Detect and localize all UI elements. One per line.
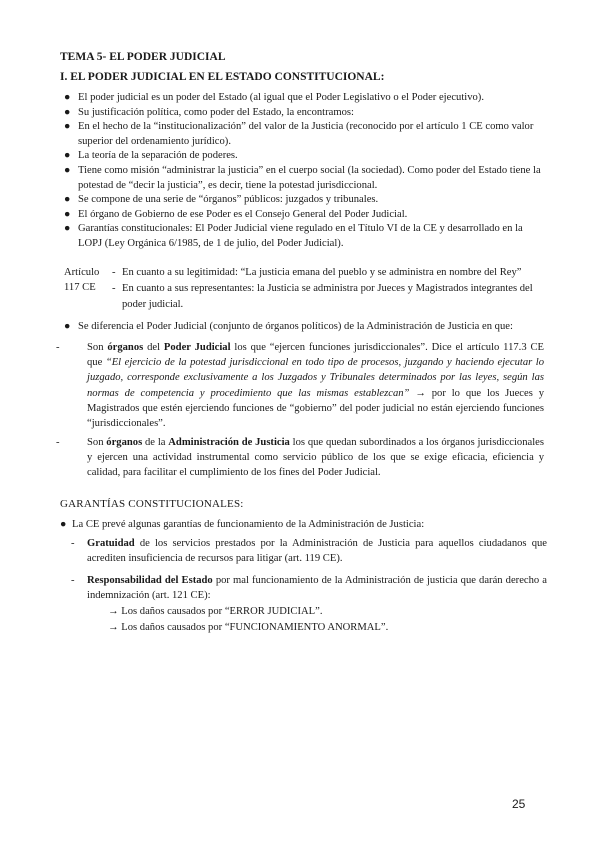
page-title: TEMA 5- EL PODER JUDICIAL <box>60 51 226 63</box>
bullet-list <box>64 91 548 252</box>
list-item: ● Su justificación política, como poder del Estado, la encontramos: <box>64 106 548 121</box>
bullet-icon: ● <box>60 519 67 530</box>
dash-icon: - <box>71 575 75 586</box>
list-item: → Los daños causados por “ERROR JUDICIAL”. <box>108 606 323 617</box>
paragraph: Son órganos de la Administración de Justicia los que quedan subordinados a los órganos jurisdiccionales y ejercen una actividad instrumental como servicio público de los que se exige eficacia, eficiencia y calidad, para facilitar el cumplimiento de los fines del Poder Judicial. <box>87 437 544 479</box>
section-heading: I. EL PODER JUDICIAL EN EL ESTADO CONSTITUCIONAL: <box>60 71 385 83</box>
list-item: ● Se compone de una serie de “órganos” públicos: juzgados y tribunales. <box>64 193 548 208</box>
dash-icon: - <box>56 342 60 353</box>
difference-bullet: ● Se diferencia el Poder Judicial (conjunto de órganos políticos) de la Administración de Justicia en que: <box>64 320 548 335</box>
judicial-organs-item <box>56 340 544 431</box>
bullet-icon: ● <box>64 223 71 235</box>
guarantees-heading: GARANTÍAS CONSTITUCIONALES: <box>60 498 244 510</box>
dash-icon: - <box>71 538 75 549</box>
dash-icon: - <box>56 437 60 448</box>
article-label: Artículo 117 CE <box>64 267 100 294</box>
bullet-icon: ● <box>64 208 71 220</box>
justice-admin-item <box>56 435 544 481</box>
bullet-icon: ● <box>64 194 71 206</box>
bullet-icon: ● <box>64 106 71 118</box>
list-item: ● Garantías constitucionales: El Poder Judicial viene regulado en el Título VI de la CE y desarrollado en la LOPJ (Ley Orgánica 6/1985, de 1 de julio, del Poder Judicial). <box>64 223 523 249</box>
bullet-icon: ● <box>64 150 71 162</box>
list-item: ● El órgano de Gobierno de ese Poder es el Consejo General del Poder Judicial. <box>64 208 548 223</box>
responsabilidad-item: - Responsabilidad del Estado por mal funcionamiento de la Administración de justicia que darán derecho a indemnización (art. 121 CE): <box>71 575 547 602</box>
list-item: ● Tiene como misión “administrar la justicia” en el cuerpo social (la sociedad). Como poder del Estado tiene la potestad de “decir la justicia”, es decir, tiene la potestad jurisdiccional. <box>64 164 541 191</box>
bullet-icon: ● <box>64 164 71 176</box>
list-item: ● La teoría de la separación de poderes. <box>64 149 548 164</box>
article-item: - En cuanto a sus representantes: la Justicia se administra por Jueces y Magistrados integrantes del poder judicial. <box>112 283 533 310</box>
paragraph: Son órganos del Poder Judicial los que “ejercen funciones jurisdiccionales”. Dice el artículo 117.3 CE que “El ejercicio de la potestad jurisdiccional en todo tipo de procesos, juzgando y haciendo ejecutar lo juzgado, corresponde exclusivamente a los Juzgados y Tribunales determinados por las leyes, según las normas de competencia y procedimiento que las mismas establezcan” → por lo que los Jueces y Magistrados que estén ejerciendo funciones de “gobierno” del poder judicial no están ejerciendo funciones “jurisdiccionales”. <box>87 342 544 430</box>
dash-icon: - <box>112 283 116 295</box>
arrow-icon: → <box>108 621 119 633</box>
gratuidad-item: - Gratuidad de los servicios prestados por la Administración de Justicia para aquellos ciudadanos que acrediten insuficiencia de recursos para litigar (art. 119 CE). <box>71 538 547 565</box>
quote: “El ejercicio de la potestad jurisdiccional en todo tipo de procesos, juzgando y haciendo ejecutar lo juzgado, corresponde exclusivamente a los Juzgados y Tribunales determinados por las leyes, según las normas de competencia y procedimiento que las mismas establezcan” <box>87 357 544 399</box>
list-item: ● En el hecho de la “institucionalización” del valor de la Justicia (reconocido por el artículo 1 CE como valor superior del ordenamiento jurídico). <box>64 121 534 147</box>
arrow-icon: → <box>108 606 119 617</box>
bullet-icon: ● <box>64 121 71 133</box>
article-items <box>112 265 548 313</box>
bullet-icon: ● <box>64 321 71 332</box>
page-number: 25 <box>512 797 526 811</box>
list-item: → Los daños causados por “FUNCIONAMIENTO ANORMAL”. <box>108 621 389 633</box>
ce-bullet: ● La CE prevé algunas garantías de funcionamiento de la Administración de Justicia: <box>60 518 544 533</box>
bullet-icon: ● <box>64 92 71 103</box>
list-item: ● El poder judicial es un poder del Estado (al igual que el Poder Legislativo o el Poder ejecutivo). <box>64 91 548 106</box>
article-item: - En cuanto a su legitimidad: “La justicia emana del pueblo y se administra en nombre del Rey” <box>112 265 548 280</box>
damages-list <box>108 604 388 635</box>
dash-icon: - <box>112 267 116 278</box>
